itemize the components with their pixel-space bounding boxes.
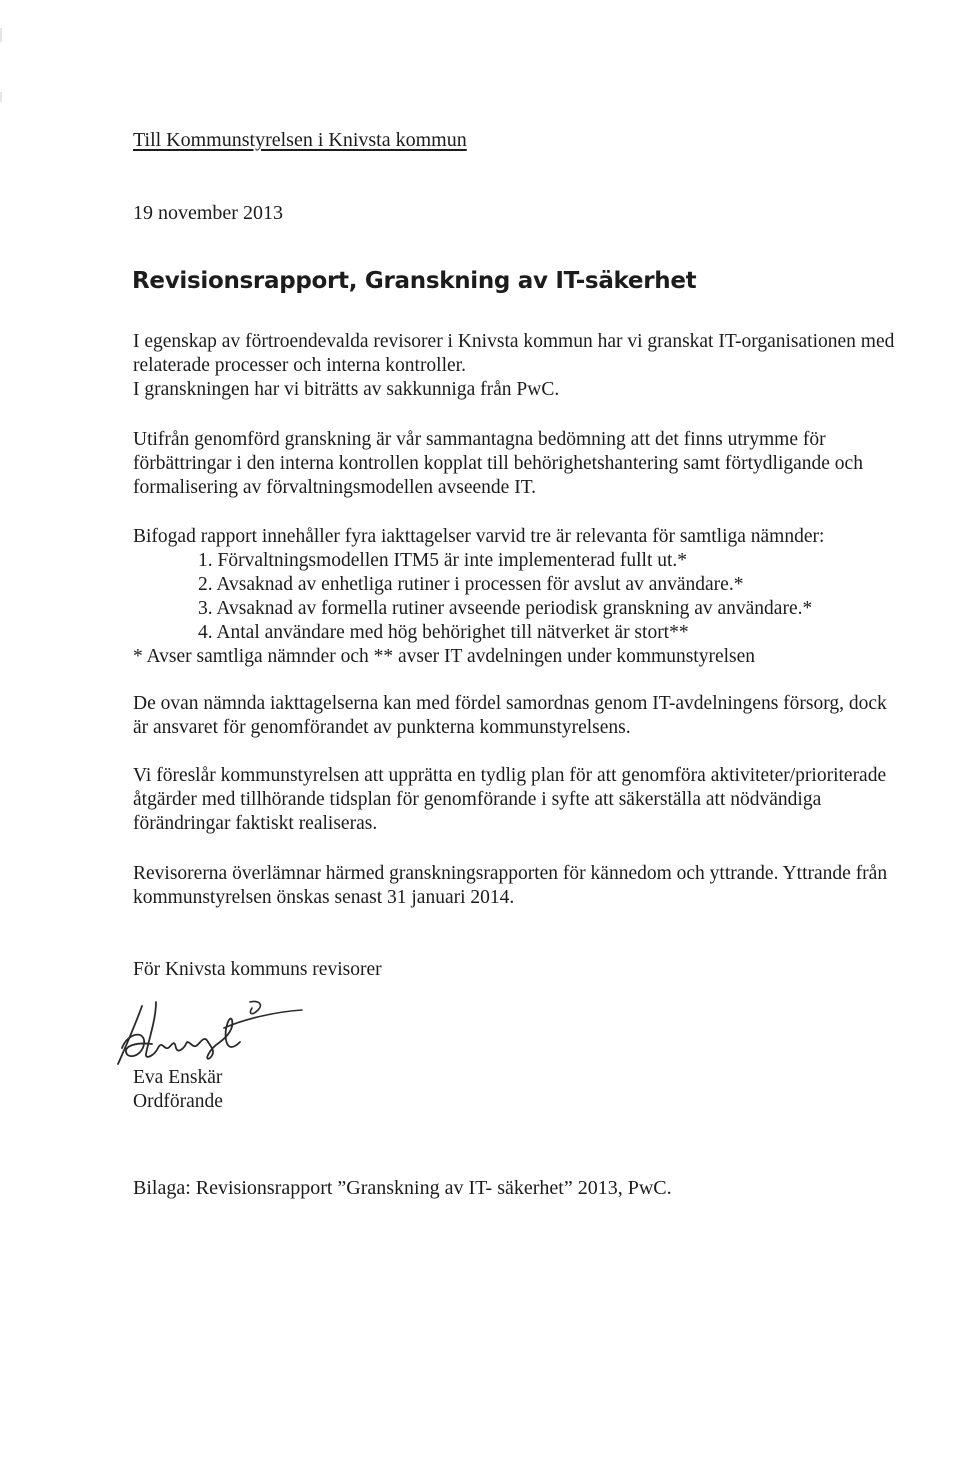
- letter-date: 19 november 2013: [133, 202, 283, 224]
- handwritten-signature: [112, 998, 322, 1070]
- recipient-line: Till Kommunstyrelsen i Knivsta kommun: [133, 129, 467, 151]
- letter-title: Revisionsrapport, Granskning av IT-säkerhet: [132, 268, 697, 294]
- scan-edge-mark: [0, 92, 2, 102]
- finding-item: 3. Avsaknad av formella rutiner avseende periodisk granskning av användare.*: [198, 598, 813, 619]
- attachment-line: Bilaga: Revisionsrapport ”Granskning av IT- säkerhet” 2013, PwC.: [133, 1177, 672, 1199]
- finding-item: 1. Förvaltningsmodellen ITM5 är inte implementerad fullt ut.*: [198, 550, 688, 571]
- text-line: formalisering av förvaltningsmodellen avseende IT.: [133, 477, 537, 498]
- finding-item: 2. Avsaknad av enhetliga rutiner i processen för avslut av användare.*: [198, 574, 744, 595]
- intro-paragraph: [133, 330, 894, 402]
- text-line: kommunstyrelsen önskas senast 31 januari 2014.: [133, 887, 515, 908]
- closing-line: För Knivsta kommuns revisorer: [133, 959, 382, 980]
- text-line: Revisorerna överlämnar härmed granskningsrapporten för kännedom och yttrande. Yttrande från: [133, 863, 888, 884]
- findings-footnote: * Avser samtliga nämnder och ** avser IT avdelningen under kommunstyrelsen: [133, 646, 756, 667]
- coordination-paragraph: [133, 692, 887, 740]
- finding-item: 4. Antal användare med hög behörighet till nätverket är stort**: [198, 622, 689, 643]
- text-line: förbättringar i den interna kontrollen kopplat till behörighetshantering samt förtydligande och: [133, 453, 863, 474]
- signer-role: Ordförande: [133, 1091, 223, 1112]
- handover-paragraph: [133, 862, 887, 910]
- text-line: åtgärder med tillhörande tidsplan för genomförande i syfte att säkerställa att nödvändiga: [133, 789, 822, 810]
- assessment-paragraph: [133, 428, 863, 500]
- signer-name: Eva Enskär: [133, 1067, 223, 1088]
- text-line: förändringar faktiskt realiseras.: [133, 813, 378, 834]
- text-line: är ansvaret för genomförandet av punkterna kommunstyrelsens.: [133, 717, 631, 738]
- text-line: I granskningen har vi biträtts av sakkunniga från PwC.: [133, 379, 560, 400]
- findings-section: [133, 525, 824, 669]
- text-line: I egenskap av förtroendevalda revisorer i Knivsta kommun har vi granskat IT-organisationen med: [133, 331, 895, 352]
- text-line: Utifrån genomförd granskning är vår sammantagna bedömning att det finns utrymme för: [133, 429, 826, 450]
- text-line: relaterade processer och interna kontroller.: [133, 355, 466, 376]
- findings-intro: Bifogad rapport innehåller fyra iakttagelser varvid tre är relevanta för samtliga nämnder:: [133, 526, 825, 547]
- scan-edge-mark: [0, 28, 2, 42]
- proposal-paragraph: [133, 764, 886, 836]
- text-line: De ovan nämnda iakttagelserna kan med fördel samordnas genom IT-avdelningens försorg, dock: [133, 693, 887, 714]
- text-line: Vi föreslår kommunstyrelsen att upprätta en tydlig plan för att genomföra aktiviteter/prioriterade: [133, 765, 887, 786]
- signer-block: [133, 1066, 223, 1114]
